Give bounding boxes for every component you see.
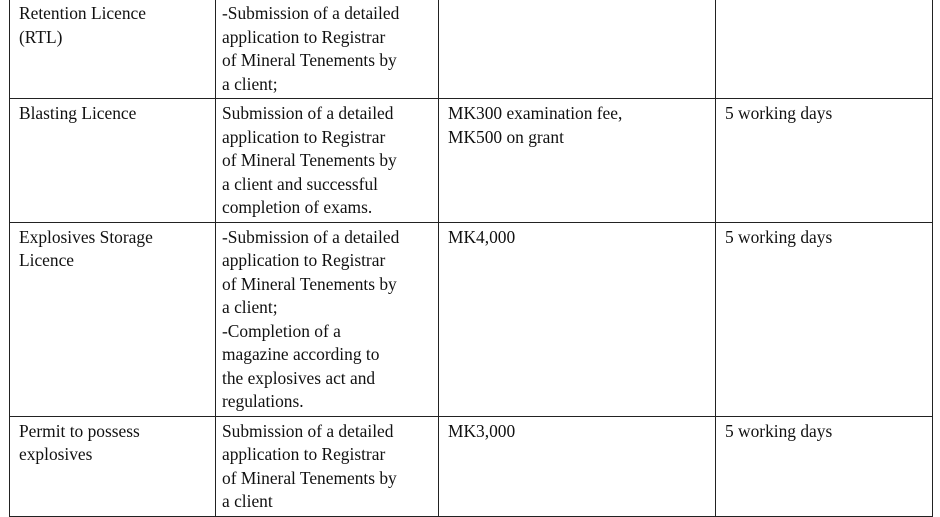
fee-cell <box>439 0 716 99</box>
cell-text: a client <box>222 491 273 511</box>
cell-text: Blasting Licence <box>19 103 137 123</box>
duration-cell <box>716 222 933 416</box>
licence-cell <box>10 416 216 516</box>
fee-cell <box>439 99 716 223</box>
cell-text: MK4,000 <box>448 226 516 247</box>
cell-text: a client; <box>222 73 278 94</box>
cell-text: -Completion of a <box>222 320 341 341</box>
cell-text: of Mineral Tenements by <box>222 50 397 70</box>
cell-text: -Submission of a detailed <box>222 226 400 247</box>
requirements-cell <box>216 99 439 223</box>
table-row <box>10 99 933 223</box>
licence-cell <box>10 0 216 99</box>
cell-text: Licence <box>19 250 75 270</box>
cell-text: -Submission of a detailed <box>222 3 400 23</box>
cell-text: MK3,000 <box>448 420 516 441</box>
cell-text: of Mineral Tenements by <box>222 273 397 294</box>
cell-text: 5 working days <box>725 420 833 441</box>
duration-cell <box>716 99 933 223</box>
fee-cell <box>439 222 716 416</box>
table-row <box>10 0 933 99</box>
table-row <box>10 416 933 516</box>
cell-text: of Mineral Tenements by <box>222 467 397 488</box>
licence-cell <box>10 99 216 223</box>
cell-text: magazine according to <box>222 344 380 364</box>
cell-text: of Mineral Tenements by <box>222 150 397 170</box>
duration-cell <box>716 0 933 99</box>
cell-text: (RTL) <box>19 26 63 47</box>
cell-text: application to Registrar <box>222 26 386 47</box>
cell-text: explosives <box>19 444 93 464</box>
licence-table <box>9 0 933 517</box>
cell-text: Submission of a detailed <box>222 420 394 441</box>
cell-text: MK500 on grant <box>448 126 564 147</box>
cell-text: Permit to possess <box>19 420 140 441</box>
cell-text: MK300 examination fee, <box>448 103 623 123</box>
licence-cell <box>10 222 216 416</box>
cell-text: 5 working days <box>725 103 833 123</box>
requirements-cell <box>216 416 439 516</box>
requirements-cell <box>216 222 439 416</box>
cell-text: a client and successful <box>222 173 378 194</box>
requirements-cell <box>216 0 439 99</box>
cell-text: application to Registrar <box>222 126 386 147</box>
cell-text: 5 working days <box>725 226 833 247</box>
cell-text: a client; <box>222 297 278 317</box>
cell-text: completion of exams. <box>222 197 373 217</box>
cell-text: application to Registrar <box>222 250 386 270</box>
fee-cell <box>439 416 716 516</box>
cell-text: Explosives Storage <box>19 226 153 247</box>
cell-text: regulations. <box>222 391 304 411</box>
cell-text: application to Registrar <box>222 444 386 464</box>
duration-cell <box>716 416 933 516</box>
cell-text: Submission of a detailed <box>222 103 394 123</box>
table-row <box>10 222 933 416</box>
cell-text: Retention Licence <box>19 3 146 23</box>
cell-text: the explosives act and <box>222 367 376 388</box>
